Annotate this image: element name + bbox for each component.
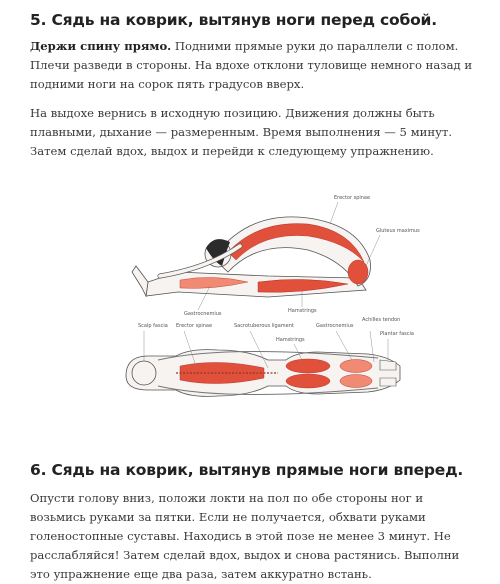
label-gluteus: Gluteus maximus [376,228,420,234]
gastrocnemius-back-lower [340,375,372,388]
label-achilles: Achilles tendon [362,317,401,323]
label-hamstrings-side: Hamstrings [288,308,317,314]
label-gastrocnemius-side: Gastrocnemius [184,311,222,317]
back-foot-lower [380,378,396,386]
gastrocnemius-back-upper [340,360,372,373]
section-5-heading: 5. Сядь на коврик, вытянув ноги перед собой. [30,11,437,29]
label-sacrotuberous: Sacrotuberous ligament [234,323,294,329]
section-5-bold-lead: Держи спину прямо. [30,39,172,53]
label-gastrocnemius-back: Gastrocnemius [316,323,354,329]
feet-outline [132,266,148,296]
back-head [132,361,156,385]
stretch-anatomy-figure [118,180,420,415]
label-scalp: Scalp fascia [138,323,168,329]
label-erector-bottom: Erector spinae [176,323,213,329]
back-view-figure [126,317,414,396]
section-5-paragraph-1-text: Подними прямые руки до параллели с полом. Плечи разведи в стороны. На вдохе отклони туловище немного назад и подними ноги на сорок пять градусов вверх. [30,39,473,91]
section-5-paragraph-2: На выдохе вернись в исходную позицию. Движения должны быть плавными, дыхание — размеренным. Время выполнения — 5 минут. Затем сделай вдох, выдох и перейди к следующему упражнению. [30,106,453,158]
label-hamstrings-back: Hamstrings [276,337,305,343]
side-view-figure [132,195,420,317]
hamstring-back-upper [286,359,330,373]
hamstring-back-lower [286,374,330,388]
gluteus-maximus-muscle [348,260,368,284]
anatomy-illustration [118,180,420,415]
label-erector-top: Erector spinae [334,195,371,201]
back-foot-upper [380,360,396,370]
section-6-heading: 6. Сядь на коврик, вытянув прямые ноги вперед. [30,461,464,479]
section-6-paragraph: Опусти голову вниз, положи локти на пол по обе стороны ног и возьмись руками за пятки. Если не получается, обхвати руками голеностопные суставы. Находись в этой позе не менее 3 минут. Не расслабляйся! Затем сделай вдох, выдох и снова растянись. Выполни это упражнение еще два раза, затем аккуратно встань. [30,491,460,581]
section-5-paragraph-1 [30,37,480,94]
label-plantar: Plantar fascia [380,331,414,337]
